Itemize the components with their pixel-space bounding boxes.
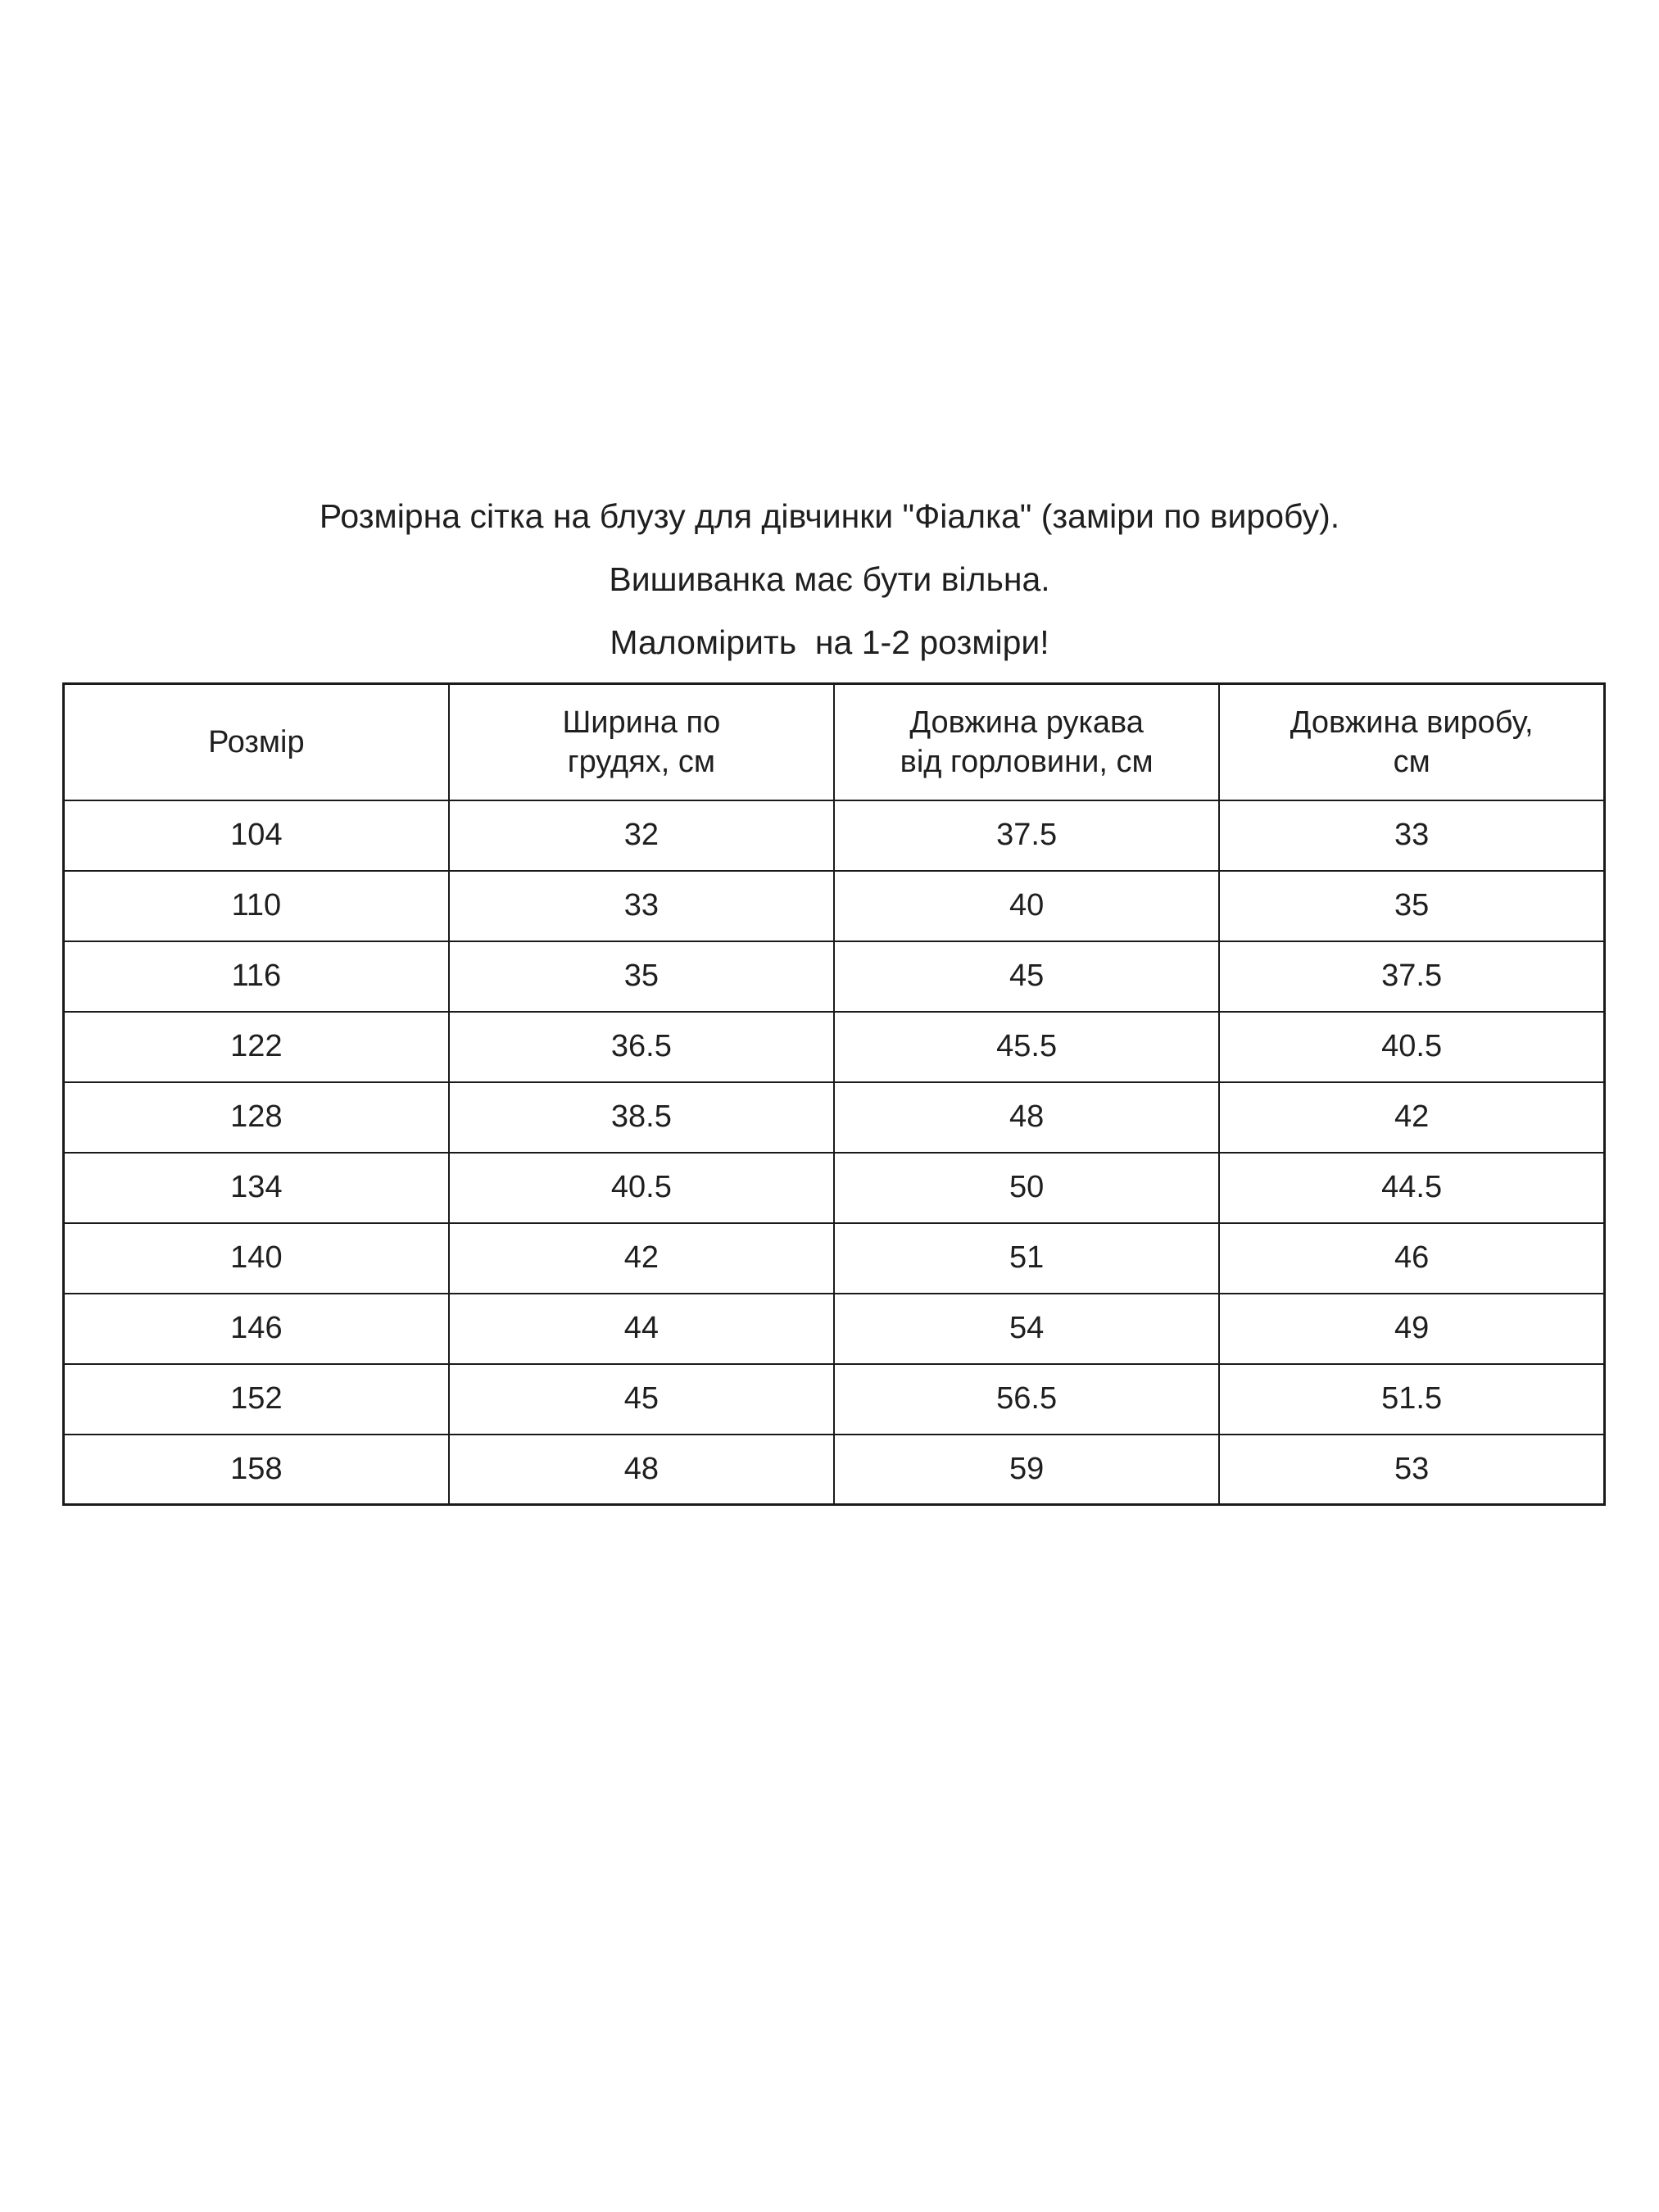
cell-garment-length: 42 xyxy=(1219,1082,1604,1153)
cell-sleeve-length: 50 xyxy=(834,1153,1219,1223)
cell-size: 140 xyxy=(64,1223,449,1294)
header-line: Довжина виробу, xyxy=(1290,705,1534,740)
cell-size: 146 xyxy=(64,1294,449,1364)
cell-garment-length: 51.5 xyxy=(1219,1364,1604,1435)
header-line: грудях, см xyxy=(567,744,716,779)
cell-chest-width: 40.5 xyxy=(449,1153,834,1223)
cell-size: 128 xyxy=(64,1082,449,1153)
cell-chest-width: 36.5 xyxy=(449,1012,834,1082)
table-body xyxy=(64,800,1605,1505)
table-header xyxy=(64,684,1605,800)
title-line-2: Вишиванка має бути вільна. xyxy=(609,560,1050,598)
cell-sleeve-length: 59 xyxy=(834,1435,1219,1505)
column-header-chest-width xyxy=(449,684,834,800)
cell-garment-length: 53 xyxy=(1219,1435,1604,1505)
cell-size: 134 xyxy=(64,1153,449,1223)
column-header-size xyxy=(64,684,449,800)
column-header-sleeve-length xyxy=(834,684,1219,800)
cell-sleeve-length: 40 xyxy=(834,871,1219,941)
cell-size: 122 xyxy=(64,1012,449,1082)
table-row xyxy=(64,800,1605,871)
table-row xyxy=(64,1012,1605,1082)
cell-size: 158 xyxy=(64,1435,449,1505)
cell-chest-width: 45 xyxy=(449,1364,834,1435)
header-row xyxy=(64,684,1605,800)
cell-size: 104 xyxy=(64,800,449,871)
table-row xyxy=(64,871,1605,941)
table-row xyxy=(64,941,1605,1012)
title-block xyxy=(0,485,1659,674)
header-line: Ширина по xyxy=(562,705,721,740)
cell-garment-length: 37.5 xyxy=(1219,941,1604,1012)
cell-chest-width: 48 xyxy=(449,1435,834,1505)
cell-garment-length: 46 xyxy=(1219,1223,1604,1294)
size-chart-table xyxy=(62,682,1606,1506)
title-line-3: Маломірить на 1-2 розміри! xyxy=(610,623,1049,661)
header-line: від горловини, см xyxy=(900,744,1154,779)
cell-chest-width: 32 xyxy=(449,800,834,871)
column-header-garment-length xyxy=(1219,684,1604,800)
cell-garment-length: 40.5 xyxy=(1219,1012,1604,1082)
title-line-1: Розмірна сітка на блузу для дівчинки "Фіалка" (заміри по виробу). xyxy=(319,497,1340,535)
table-row xyxy=(64,1153,1605,1223)
header-line: см xyxy=(1393,744,1430,779)
cell-garment-length: 35 xyxy=(1219,871,1604,941)
cell-size: 110 xyxy=(64,871,449,941)
cell-sleeve-length: 48 xyxy=(834,1082,1219,1153)
cell-garment-length: 44.5 xyxy=(1219,1153,1604,1223)
cell-sleeve-length: 37.5 xyxy=(834,800,1219,871)
cell-sleeve-length: 51 xyxy=(834,1223,1219,1294)
table-row xyxy=(64,1364,1605,1435)
cell-sleeve-length: 45.5 xyxy=(834,1012,1219,1082)
cell-sleeve-length: 56.5 xyxy=(834,1364,1219,1435)
cell-garment-length: 33 xyxy=(1219,800,1604,871)
cell-chest-width: 33 xyxy=(449,871,834,941)
cell-chest-width: 44 xyxy=(449,1294,834,1364)
table-row xyxy=(64,1082,1605,1153)
cell-garment-length: 49 xyxy=(1219,1294,1604,1364)
cell-chest-width: 35 xyxy=(449,941,834,1012)
cell-size: 116 xyxy=(64,941,449,1012)
table-row xyxy=(64,1223,1605,1294)
header-line: Розмір xyxy=(208,724,305,759)
cell-size: 152 xyxy=(64,1364,449,1435)
header-line: Довжина рукава xyxy=(909,705,1144,740)
table-row xyxy=(64,1435,1605,1505)
cell-chest-width: 42 xyxy=(449,1223,834,1294)
table-row xyxy=(64,1294,1605,1364)
cell-sleeve-length: 54 xyxy=(834,1294,1219,1364)
cell-chest-width: 38.5 xyxy=(449,1082,834,1153)
cell-sleeve-length: 45 xyxy=(834,941,1219,1012)
